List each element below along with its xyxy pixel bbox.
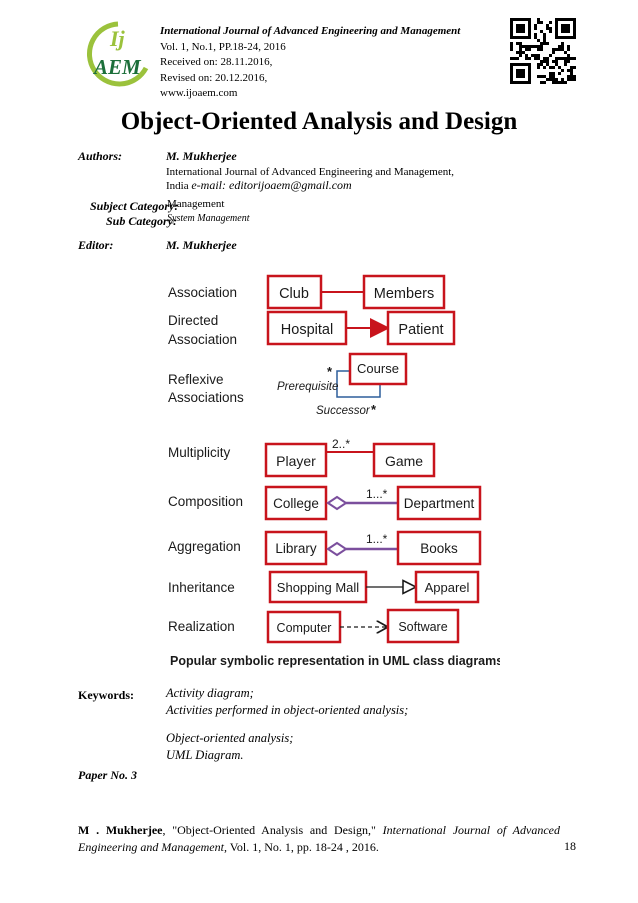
keyword-item: Activities performed in object-oriented analysis; [166,702,409,717]
uml-text-department: Department [403,496,475,511]
uml-text-software: Software [398,620,448,634]
row-label-reflexive: Reflexive [168,372,224,387]
row-label-directed-2: Association [168,332,238,347]
uml-text-books: Books [420,541,458,556]
uml-text-hospital: Hospital [280,322,334,338]
multiplicity-label: 2..* [332,437,351,451]
aggregation-multiplicity: 1...* [366,532,388,546]
row-label-reflexive-2: Associations [168,390,244,405]
uml-text-club: Club [279,286,309,302]
authors-label: Authors: [78,149,123,163]
uml-text-apparel: Apparel [424,580,470,595]
citation-journal: International Journal of Advanced Engineering and Management, [78,823,560,854]
citation-footer: M . Mukherjee, "Object-Oriented Analysis and Design," International Journal of Advanced Engineering and Management, Vol. 1, No. 1, pp. 18-24 , 2016. [78,823,560,854]
author-email[interactable]: e-mail: editorijoaem@gmail.com [191,178,352,192]
row-label-inheritance: Inheritance [168,580,235,595]
uml-text-player: Player [276,453,316,469]
journal-logo [78,18,154,88]
page-number: 18 [564,839,576,853]
uml-text-shopping-mall: Shopping Mall [276,580,360,595]
figure-caption: Popular symbolic representation in UML class diagrams [170,654,500,668]
row-label-multiplicity: Multiplicity [168,445,231,460]
subject-category-value: Management [167,198,225,210]
role-successor: Successor [316,405,370,417]
received-date: Received on: 28.11.2016, [160,56,273,68]
uml-text-library: Library [275,541,317,556]
editor-label: Editor: [78,238,114,252]
logo-text-main: AEM [94,55,141,79]
uml-text-game: Game [384,453,424,469]
qr-code-icon [510,18,576,84]
keyword-item: Activity diagram; [166,686,254,700]
uml-text-members: Members [373,286,435,302]
website-link[interactable]: www.ijoaem.com [160,87,238,99]
multiplicity-star-1: * [327,364,333,379]
paper-title: Object-Oriented Analysis and Design [120,108,518,135]
uml-text-college: College [273,496,319,511]
author-name: M. Mukherjee [166,149,237,163]
logo-text-top: Ij [110,26,125,51]
sub-category-label: Sub Category: [106,214,178,228]
row-label-aggregation: Aggregation [168,539,241,554]
row-label-association: Association [168,285,238,300]
journal-header [160,24,460,102]
citation-title: "Object-Oriented Analysis and Design," [172,823,376,837]
sub-category-value: System Management [167,213,250,224]
composition-multiplicity: 1...* [366,487,388,501]
uml-text-computer: Computer [276,621,332,635]
citation-author: M . Mukherjee [78,823,163,837]
keywords-label: Keywords: [78,688,134,702]
uml-text-course: Course [357,361,399,376]
row-label-directed: Directed [168,313,219,328]
row-label-realization: Realization [168,619,235,634]
journal-name: International Journal of Advanced Engineering and Management [160,25,461,37]
author-country: India [166,180,189,192]
revised-date: Revised on: 20.12.2016, [160,71,268,84]
paper-number: Paper No. 3 [78,768,137,782]
keyword-item: Object-oriented analysis; [166,731,294,745]
keyword-item: UML Diagram. [166,747,244,762]
authors-block [166,149,454,193]
composition-diamond [328,497,346,509]
role-prerequisite: Prerequisite [277,381,339,393]
row-label-composition: Composition [168,494,244,509]
keywords-list [166,685,408,763]
aggregation-diamond [328,543,346,555]
editor-value: M. Mukherjee [166,238,237,252]
uml-diagram [160,262,500,674]
subject-category-label: Subject Category: [90,199,179,213]
multiplicity-star-2: * [371,402,377,417]
uml-text-patient: Patient [398,322,444,338]
volume-info: Vol. 1, No.1, PP.18-24, 2016 [160,40,286,53]
author-affiliation: International Journal of Advanced Engineering and Management, [166,166,455,178]
uml-figure [160,262,500,674]
citation-details: Vol. 1, No. 1, pp. 18-24 , 2016. [229,840,379,854]
